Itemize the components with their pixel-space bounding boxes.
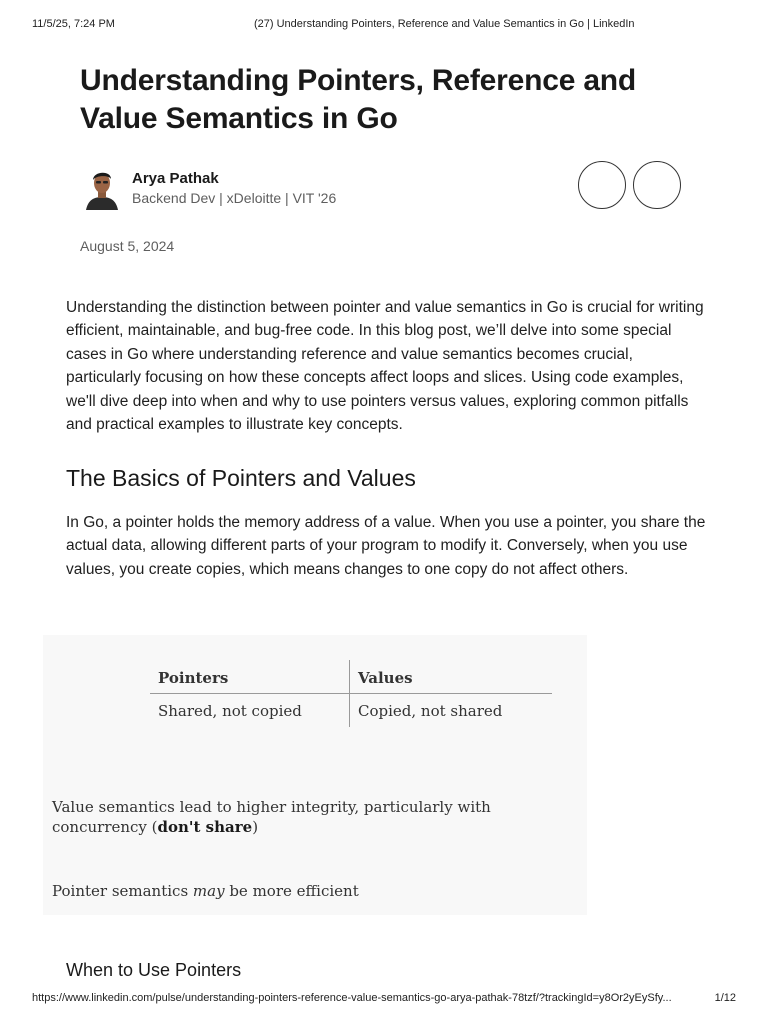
author-name[interactable]: Arya Pathak [132, 170, 219, 187]
publish-date: August 5, 2024 [80, 238, 175, 254]
section-paragraph: In Go, a pointer holds the memory address of a value. When you use a pointer, you share the actual data, allowing different parts of your program to modify it. Conversely, when you use values, you create copies, which means changes to one copy do not affect others. [66, 514, 706, 578]
comparison-table [150, 660, 552, 727]
table-header-row [150, 660, 552, 694]
figure-note-pointer-semantics [52, 882, 359, 900]
print-page-number: 1/12 [714, 992, 736, 1004]
article-title: Understanding Pointers, Reference and Value Semantics in Go [80, 64, 637, 135]
figure-note-text: be more efficient [224, 882, 359, 900]
figure-note-value-semantics [52, 797, 552, 837]
author-block [82, 166, 336, 210]
action-circles [578, 161, 681, 209]
section-heading: The Basics of Pointers and Values [66, 465, 416, 491]
avatar-photo-icon [82, 166, 122, 210]
table-cell: Copied, not shared [358, 701, 503, 720]
table-row [150, 694, 552, 727]
table-header-cell: Pointers [150, 660, 350, 693]
figure-note-text: ) [252, 818, 259, 836]
intro-paragraph: Understanding the distinction between pointer and value semantics in Go is crucial for writing efficient, maintainable, and bug-free code. In this blog post, we’ll delve into some special cases in Go where understanding reference and value semantics becomes crucial, particularly focusing on how these concepts affect loops and slices. Using code examples, we'll dive deep into when and why to use pointers versus values, exploring common pitfalls and practical examples to illustrate key concepts. [66, 299, 704, 434]
figure-note-emphasis: don't share [157, 818, 253, 836]
circle-action-button[interactable] [633, 161, 681, 209]
section-heading: When to Use Pointers [66, 960, 242, 980]
table-cell: Shared, not copied [150, 694, 350, 727]
circle-action-button[interactable] [578, 161, 626, 209]
figure-note-text: Value semantics lead to higher integrity, particularly with concurrency ( [52, 798, 491, 836]
author-headline: Backend Dev | xDeloitte | VIT '26 [132, 190, 337, 206]
print-page-title: (27) Understanding Pointers, Reference and Value Semantics in Go | LinkedIn [254, 18, 635, 30]
print-header [32, 18, 736, 30]
print-footer [32, 992, 736, 1004]
author-avatar[interactable] [82, 166, 122, 210]
figure-note-text: Pointer semantics [52, 882, 193, 900]
print-url: https://www.linkedin.com/pulse/understanding-pointers-reference-value-semantics-go-arya-pathak-78tzf/?trackingId=y8Or2yEySfy... [32, 992, 672, 1004]
figure-note-emphasis: may [192, 882, 225, 900]
comparison-figure [43, 635, 587, 915]
print-timestamp: 11/5/25, 7:24 PM [32, 18, 115, 30]
table-header-cell: Values [358, 669, 413, 687]
